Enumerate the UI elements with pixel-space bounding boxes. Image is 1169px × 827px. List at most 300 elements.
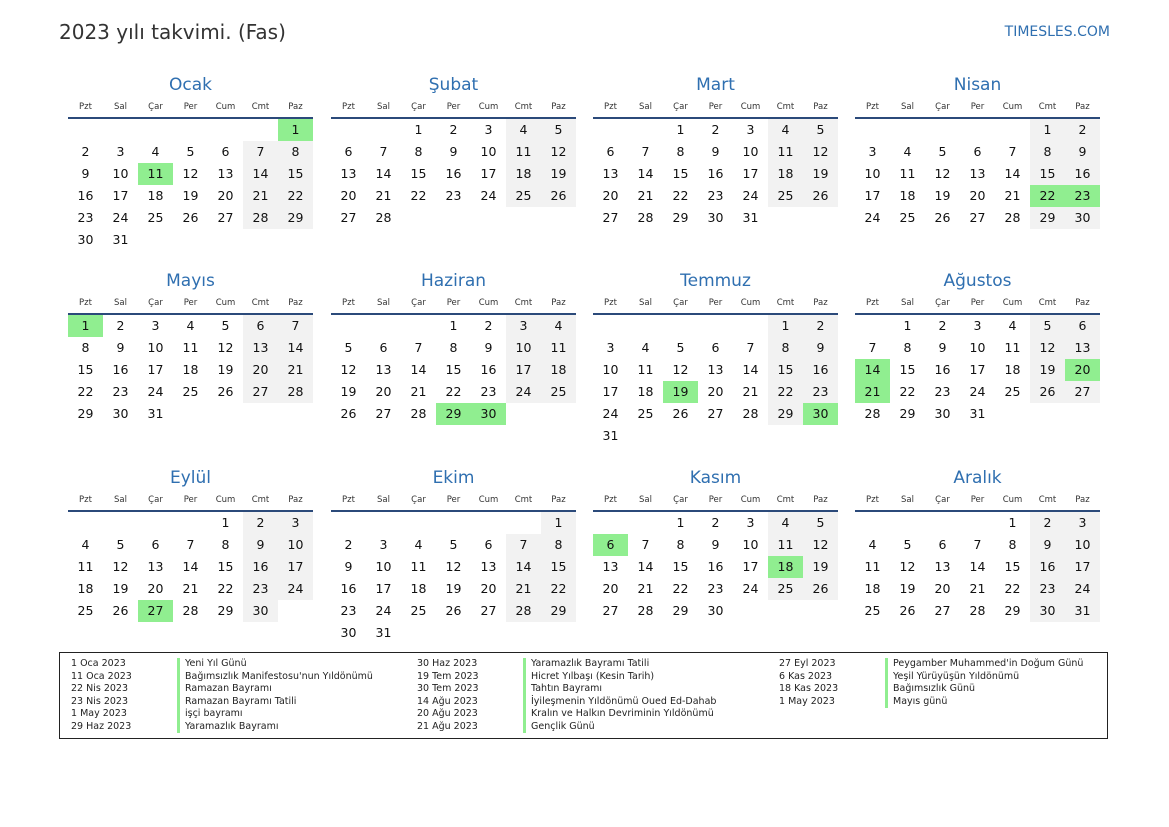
holiday-name: İyileşmenin Yıldönümü Oued Ed-Dahab xyxy=(523,696,716,709)
day-cell: 14 xyxy=(375,166,392,181)
day-cell: 3 xyxy=(278,512,313,534)
day-cell: 22 xyxy=(77,384,94,399)
day-cell: 16 xyxy=(445,166,462,181)
day-cell: 5 xyxy=(938,144,947,159)
weekday-name: Çar xyxy=(935,495,950,505)
weekday-name: Paz xyxy=(551,495,566,505)
day-cell: 25 xyxy=(1004,384,1021,399)
day-cell: 29 xyxy=(768,403,803,425)
empty-cell xyxy=(436,512,471,534)
day-cell: 18 xyxy=(77,581,94,596)
day-cell: 30 xyxy=(77,232,94,247)
day-cell: 29 xyxy=(1030,207,1065,229)
day-cell: 20 xyxy=(602,581,619,596)
day-grid xyxy=(331,315,576,425)
empty-cell xyxy=(960,512,995,534)
day-cell: 30 xyxy=(934,406,951,421)
day-cell: 15 xyxy=(1030,163,1065,185)
holiday-day-cell: 27 xyxy=(138,600,173,622)
day-grid xyxy=(68,315,313,425)
weekday-name: Cmt xyxy=(251,495,270,505)
empty-cell xyxy=(103,119,138,141)
day-cell: 10 xyxy=(147,340,164,355)
month-7 xyxy=(593,270,838,447)
weekday-header xyxy=(593,96,838,119)
weekday-name: Paz xyxy=(1075,298,1090,308)
day-cell: 18 xyxy=(410,581,427,596)
empty-cell xyxy=(366,512,401,534)
weekday-header xyxy=(855,292,1100,315)
holiday-name: Tahtın Bayramı xyxy=(523,683,602,696)
day-cell: 2 xyxy=(116,318,125,333)
day-cell: 26 xyxy=(217,384,234,399)
page-title: 2023 yılı takvimi. (Fas) xyxy=(59,20,286,44)
day-cell: 14 xyxy=(182,559,199,574)
holiday-name: Bağımsızlık Manifestosu'nun Yıldönümü xyxy=(177,671,373,684)
day-cell: 17 xyxy=(1065,556,1100,578)
holiday-date: 22 Nis 2023 xyxy=(71,683,128,694)
weekday-header xyxy=(331,96,576,119)
day-cell: 4 xyxy=(414,537,423,552)
holiday-entry xyxy=(71,708,243,721)
empty-cell xyxy=(68,119,103,141)
day-cell: 25 xyxy=(77,603,94,618)
brand-link[interactable]: TIMESLES.COM xyxy=(1004,24,1110,40)
day-cell: 3 xyxy=(151,318,160,333)
day-cell: 3 xyxy=(973,318,982,333)
day-cell: 25 xyxy=(182,384,199,399)
day-cell: 1 xyxy=(221,515,230,530)
month-name: Ocak xyxy=(169,75,212,95)
weekday-name: Per xyxy=(970,495,985,505)
day-cell: 28 xyxy=(742,406,759,421)
day-cell: 15 xyxy=(672,166,689,181)
day-cell: 13 xyxy=(934,559,951,574)
day-cell: 8 xyxy=(278,141,313,163)
day-cell: 8 xyxy=(676,144,685,159)
weekday-name: Cum xyxy=(478,495,499,505)
day-cell: 25 xyxy=(147,210,164,225)
day-cell: 19 xyxy=(1030,359,1065,381)
day-cell: 5 xyxy=(344,340,353,355)
day-cell: 7 xyxy=(641,144,650,159)
day-cell: 11 xyxy=(541,337,576,359)
month-name: Nisan xyxy=(953,75,1002,95)
day-cell: 19 xyxy=(217,362,234,377)
day-grid xyxy=(593,512,838,622)
weekday-name: Cmt xyxy=(776,102,795,112)
weekday-name: Pzt xyxy=(342,102,355,112)
weekday-name: Çar xyxy=(935,102,950,112)
day-cell: 31 xyxy=(1065,600,1100,622)
day-cell: 23 xyxy=(1030,578,1065,600)
day-cell: 25 xyxy=(768,185,803,207)
weekday-name: Paz xyxy=(813,298,828,308)
day-cell: 27 xyxy=(602,210,619,225)
day-cell: 10 xyxy=(1065,534,1100,556)
weekday-name: Per xyxy=(446,102,461,112)
month-1 xyxy=(68,74,313,251)
day-cell: 25 xyxy=(768,578,803,600)
weekday-name: Per xyxy=(708,298,723,308)
weekday-name: Pzt xyxy=(604,298,617,308)
day-cell: 13 xyxy=(147,559,164,574)
day-cell: 12 xyxy=(182,166,199,181)
holiday-name: Yaramazlık Bayramı Tatili xyxy=(523,658,649,671)
weekday-name: Per xyxy=(708,102,723,112)
day-cell: 16 xyxy=(1030,556,1065,578)
weekday-name: Cmt xyxy=(251,102,270,112)
day-cell: 16 xyxy=(480,362,497,377)
day-cell: 8 xyxy=(676,537,685,552)
day-cell: 18 xyxy=(1004,362,1021,377)
day-cell: 30 xyxy=(340,625,357,640)
holiday-entry xyxy=(779,658,1083,671)
holiday-entry xyxy=(779,683,975,696)
day-cell: 17 xyxy=(742,559,759,574)
weekday-name: Sal xyxy=(114,298,127,308)
empty-cell xyxy=(103,512,138,534)
holiday-name: Ramazan Bayramı Tatili xyxy=(177,696,296,709)
day-cell: 11 xyxy=(182,340,199,355)
day-cell: 9 xyxy=(484,340,493,355)
day-grid xyxy=(593,315,838,447)
day-cell: 26 xyxy=(445,603,462,618)
day-cell: 11 xyxy=(864,559,881,574)
empty-cell xyxy=(593,119,628,141)
weekday-name: Sal xyxy=(901,495,914,505)
weekday-name: Pzt xyxy=(342,495,355,505)
day-cell: 22 xyxy=(445,384,462,399)
weekday-name: Sal xyxy=(901,102,914,112)
holiday-entry xyxy=(779,696,947,709)
day-cell: 6 xyxy=(973,144,982,159)
holiday-name: Yeşil Yürüyüşün Yıldönümü xyxy=(885,671,1019,684)
weekday-name: Sal xyxy=(639,495,652,505)
weekday-header xyxy=(68,96,313,119)
holiday-date: 19 Tem 2023 xyxy=(417,670,479,682)
day-cell: 4 xyxy=(506,119,541,141)
day-cell: 23 xyxy=(934,384,951,399)
weekday-name: Cum xyxy=(215,298,236,308)
day-cell: 20 xyxy=(243,359,278,381)
weekday-name: Çar xyxy=(148,298,163,308)
day-cell: 22 xyxy=(217,581,234,596)
day-grid xyxy=(68,119,313,251)
day-cell: 2 xyxy=(484,318,493,333)
day-cell: 13 xyxy=(340,166,357,181)
empty-cell xyxy=(138,119,173,141)
day-cell: 4 xyxy=(151,144,160,159)
day-cell: 25 xyxy=(410,603,427,618)
day-cell: 5 xyxy=(186,144,195,159)
day-cell: 9 xyxy=(243,534,278,556)
day-cell: 8 xyxy=(449,340,458,355)
day-cell: 2 xyxy=(711,122,720,137)
weekday-name: Çar xyxy=(935,298,950,308)
weekday-name: Cum xyxy=(1002,298,1023,308)
weekday-name: Per xyxy=(970,102,985,112)
day-cell: 27 xyxy=(243,381,278,403)
weekday-name: Cum xyxy=(478,298,499,308)
day-cell: 24 xyxy=(742,188,759,203)
holiday-date: 30 Tem 2023 xyxy=(417,683,479,694)
day-cell: 28 xyxy=(637,210,654,225)
day-cell: 3 xyxy=(1065,512,1100,534)
weekday-name: Sal xyxy=(639,102,652,112)
day-cell: 22 xyxy=(278,185,313,207)
day-cell: 30 xyxy=(112,406,129,421)
empty-cell xyxy=(593,512,628,534)
day-cell: 24 xyxy=(969,384,986,399)
day-cell: 5 xyxy=(803,512,838,534)
holiday-name: Yaramazlık Bayramı xyxy=(177,721,279,734)
weekday-name: Per xyxy=(970,298,985,308)
day-cell: 17 xyxy=(480,166,497,181)
day-cell: 23 xyxy=(112,384,129,399)
empty-cell xyxy=(890,119,925,141)
weekday-name: Çar xyxy=(673,298,688,308)
weekday-name: Paz xyxy=(1075,495,1090,505)
day-cell: 20 xyxy=(340,188,357,203)
weekday-name: Pzt xyxy=(342,298,355,308)
day-cell: 13 xyxy=(602,166,619,181)
day-cell: 10 xyxy=(602,362,619,377)
day-cell: 10 xyxy=(480,144,497,159)
day-cell: 19 xyxy=(340,384,357,399)
day-cell: 7 xyxy=(379,144,388,159)
day-cell: 25 xyxy=(899,210,916,225)
day-cell: 14 xyxy=(1004,166,1021,181)
day-cell: 7 xyxy=(868,340,877,355)
day-cell: 16 xyxy=(340,581,357,596)
day-cell: 14 xyxy=(278,337,313,359)
day-cell: 21 xyxy=(410,384,427,399)
holiday-day-cell: 1 xyxy=(278,119,313,141)
day-cell: 1 xyxy=(1030,119,1065,141)
weekday-name: Cum xyxy=(1002,102,1023,112)
day-cell: 30 xyxy=(243,600,278,622)
day-cell: 21 xyxy=(969,581,986,596)
day-cell: 15 xyxy=(217,559,234,574)
day-grid xyxy=(68,512,313,622)
day-cell: 16 xyxy=(934,362,951,377)
holiday-day-cell: 30 xyxy=(803,403,838,425)
holiday-date: 29 Haz 2023 xyxy=(71,720,132,732)
day-cell: 4 xyxy=(641,340,650,355)
day-cell: 30 xyxy=(1030,600,1065,622)
day-cell: 22 xyxy=(1004,581,1021,596)
day-cell: 23 xyxy=(77,210,94,225)
day-cell: 14 xyxy=(243,163,278,185)
day-grid xyxy=(593,119,838,229)
day-cell: 4 xyxy=(81,537,90,552)
empty-cell xyxy=(995,119,1030,141)
day-cell: 23 xyxy=(445,188,462,203)
empty-cell xyxy=(331,512,366,534)
day-cell: 17 xyxy=(112,188,129,203)
day-cell: 21 xyxy=(182,581,199,596)
day-cell: 15 xyxy=(77,362,94,377)
day-cell: 31 xyxy=(112,232,129,247)
day-cell: 2 xyxy=(81,144,90,159)
empty-cell xyxy=(401,512,436,534)
holiday-entry xyxy=(417,671,654,684)
day-cell: 22 xyxy=(899,384,916,399)
weekday-name: Çar xyxy=(148,102,163,112)
day-cell: 9 xyxy=(711,144,720,159)
day-grid xyxy=(331,119,576,229)
day-cell: 5 xyxy=(676,340,685,355)
weekday-name: Çar xyxy=(411,495,426,505)
day-cell: 17 xyxy=(375,581,392,596)
day-cell: 24 xyxy=(278,578,313,600)
day-cell: 10 xyxy=(864,166,881,181)
holiday-day-cell: 19 xyxy=(663,381,698,403)
weekday-name: Pzt xyxy=(79,495,92,505)
day-cell: 22 xyxy=(541,578,576,600)
empty-cell xyxy=(925,512,960,534)
weekday-name: Per xyxy=(446,495,461,505)
day-cell: 14 xyxy=(506,556,541,578)
weekday-name: Cmt xyxy=(1038,298,1057,308)
month-6 xyxy=(331,270,576,425)
day-cell: 10 xyxy=(112,166,129,181)
day-cell: 9 xyxy=(938,340,947,355)
day-cell: 24 xyxy=(147,384,164,399)
day-cell: 6 xyxy=(938,537,947,552)
day-cell: 21 xyxy=(742,384,759,399)
weekday-header xyxy=(68,489,313,512)
holiday-entry xyxy=(71,696,296,709)
empty-cell xyxy=(698,315,733,337)
day-cell: 4 xyxy=(868,537,877,552)
day-cell: 23 xyxy=(480,384,497,399)
month-11 xyxy=(593,467,838,622)
weekday-name: Paz xyxy=(288,102,303,112)
day-cell: 21 xyxy=(637,581,654,596)
day-cell: 15 xyxy=(672,559,689,574)
day-grid xyxy=(855,315,1100,425)
empty-cell xyxy=(925,119,960,141)
day-cell: 4 xyxy=(903,144,912,159)
day-cell: 12 xyxy=(672,362,689,377)
day-cell: 18 xyxy=(506,163,541,185)
holiday-day-cell: 23 xyxy=(1065,185,1100,207)
day-cell: 14 xyxy=(742,362,759,377)
day-cell: 1 xyxy=(903,318,912,333)
weekday-name: Cmt xyxy=(1038,102,1057,112)
day-cell: 3 xyxy=(484,122,493,137)
day-cell: 29 xyxy=(672,603,689,618)
day-cell: 29 xyxy=(899,406,916,421)
day-cell: 26 xyxy=(672,406,689,421)
month-name: Kasım xyxy=(689,468,742,488)
holiday-date: 11 Oca 2023 xyxy=(71,670,132,682)
day-cell: 15 xyxy=(899,362,916,377)
weekday-name: Sal xyxy=(639,298,652,308)
day-cell: 17 xyxy=(278,556,313,578)
day-cell: 31 xyxy=(742,210,759,225)
day-cell: 13 xyxy=(480,559,497,574)
day-cell: 15 xyxy=(445,362,462,377)
day-cell: 6 xyxy=(379,340,388,355)
holiday-name: Yeni Yıl Günü xyxy=(177,658,247,671)
day-cell: 5 xyxy=(449,537,458,552)
day-cell: 7 xyxy=(243,141,278,163)
day-cell: 6 xyxy=(243,315,278,337)
day-cell: 12 xyxy=(217,340,234,355)
day-cell: 10 xyxy=(506,337,541,359)
holiday-day-cell: 14 xyxy=(855,359,890,381)
empty-cell xyxy=(471,512,506,534)
day-cell: 16 xyxy=(112,362,129,377)
day-cell: 12 xyxy=(445,559,462,574)
day-cell: 20 xyxy=(707,384,724,399)
month-name: Şubat xyxy=(428,75,479,95)
empty-cell xyxy=(855,315,890,337)
weekday-header xyxy=(331,489,576,512)
day-cell: 20 xyxy=(934,581,951,596)
weekday-header xyxy=(68,292,313,315)
day-cell: 16 xyxy=(803,359,838,381)
holiday-name: Peygamber Muhammed'in Doğum Günü xyxy=(885,658,1083,671)
day-cell: 31 xyxy=(147,406,164,421)
day-cell: 7 xyxy=(1008,144,1017,159)
day-cell: 27 xyxy=(602,603,619,618)
day-cell: 29 xyxy=(1004,603,1021,618)
month-name: Temmuz xyxy=(680,271,751,291)
empty-cell xyxy=(628,512,663,534)
empty-cell xyxy=(960,119,995,141)
day-cell: 4 xyxy=(768,119,803,141)
holiday-day-cell: 22 xyxy=(1030,185,1065,207)
holiday-entry xyxy=(417,683,602,696)
day-cell: 8 xyxy=(221,537,230,552)
day-cell: 11 xyxy=(77,559,94,574)
holiday-date: 21 Ağu 2023 xyxy=(417,720,478,732)
holiday-name: Bağımsızlık Günü xyxy=(885,683,975,696)
day-cell: 24 xyxy=(112,210,129,225)
day-cell: 5 xyxy=(116,537,125,552)
day-cell: 25 xyxy=(637,406,654,421)
empty-cell xyxy=(855,512,890,534)
holiday-date: 14 Ağu 2023 xyxy=(417,695,478,707)
day-cell: 23 xyxy=(707,188,724,203)
day-cell: 8 xyxy=(414,144,423,159)
day-cell: 6 xyxy=(484,537,493,552)
empty-cell xyxy=(68,512,103,534)
day-cell: 2 xyxy=(1065,119,1100,141)
day-cell: 10 xyxy=(742,144,759,159)
weekday-name: Sal xyxy=(377,102,390,112)
day-cell: 26 xyxy=(541,185,576,207)
weekday-name: Cum xyxy=(740,495,761,505)
day-cell: 12 xyxy=(1030,337,1065,359)
weekday-name: Sal xyxy=(901,298,914,308)
day-cell: 11 xyxy=(768,534,803,556)
day-cell: 28 xyxy=(278,381,313,403)
holiday-date: 18 Kas 2023 xyxy=(779,683,839,694)
holiday-day-cell: 11 xyxy=(138,163,173,185)
day-cell: 27 xyxy=(934,603,951,618)
weekday-name: Cum xyxy=(215,102,236,112)
day-cell: 19 xyxy=(803,556,838,578)
day-cell: 18 xyxy=(768,163,803,185)
day-cell: 22 xyxy=(768,381,803,403)
day-cell: 6 xyxy=(221,144,230,159)
day-cell: 26 xyxy=(803,578,838,600)
